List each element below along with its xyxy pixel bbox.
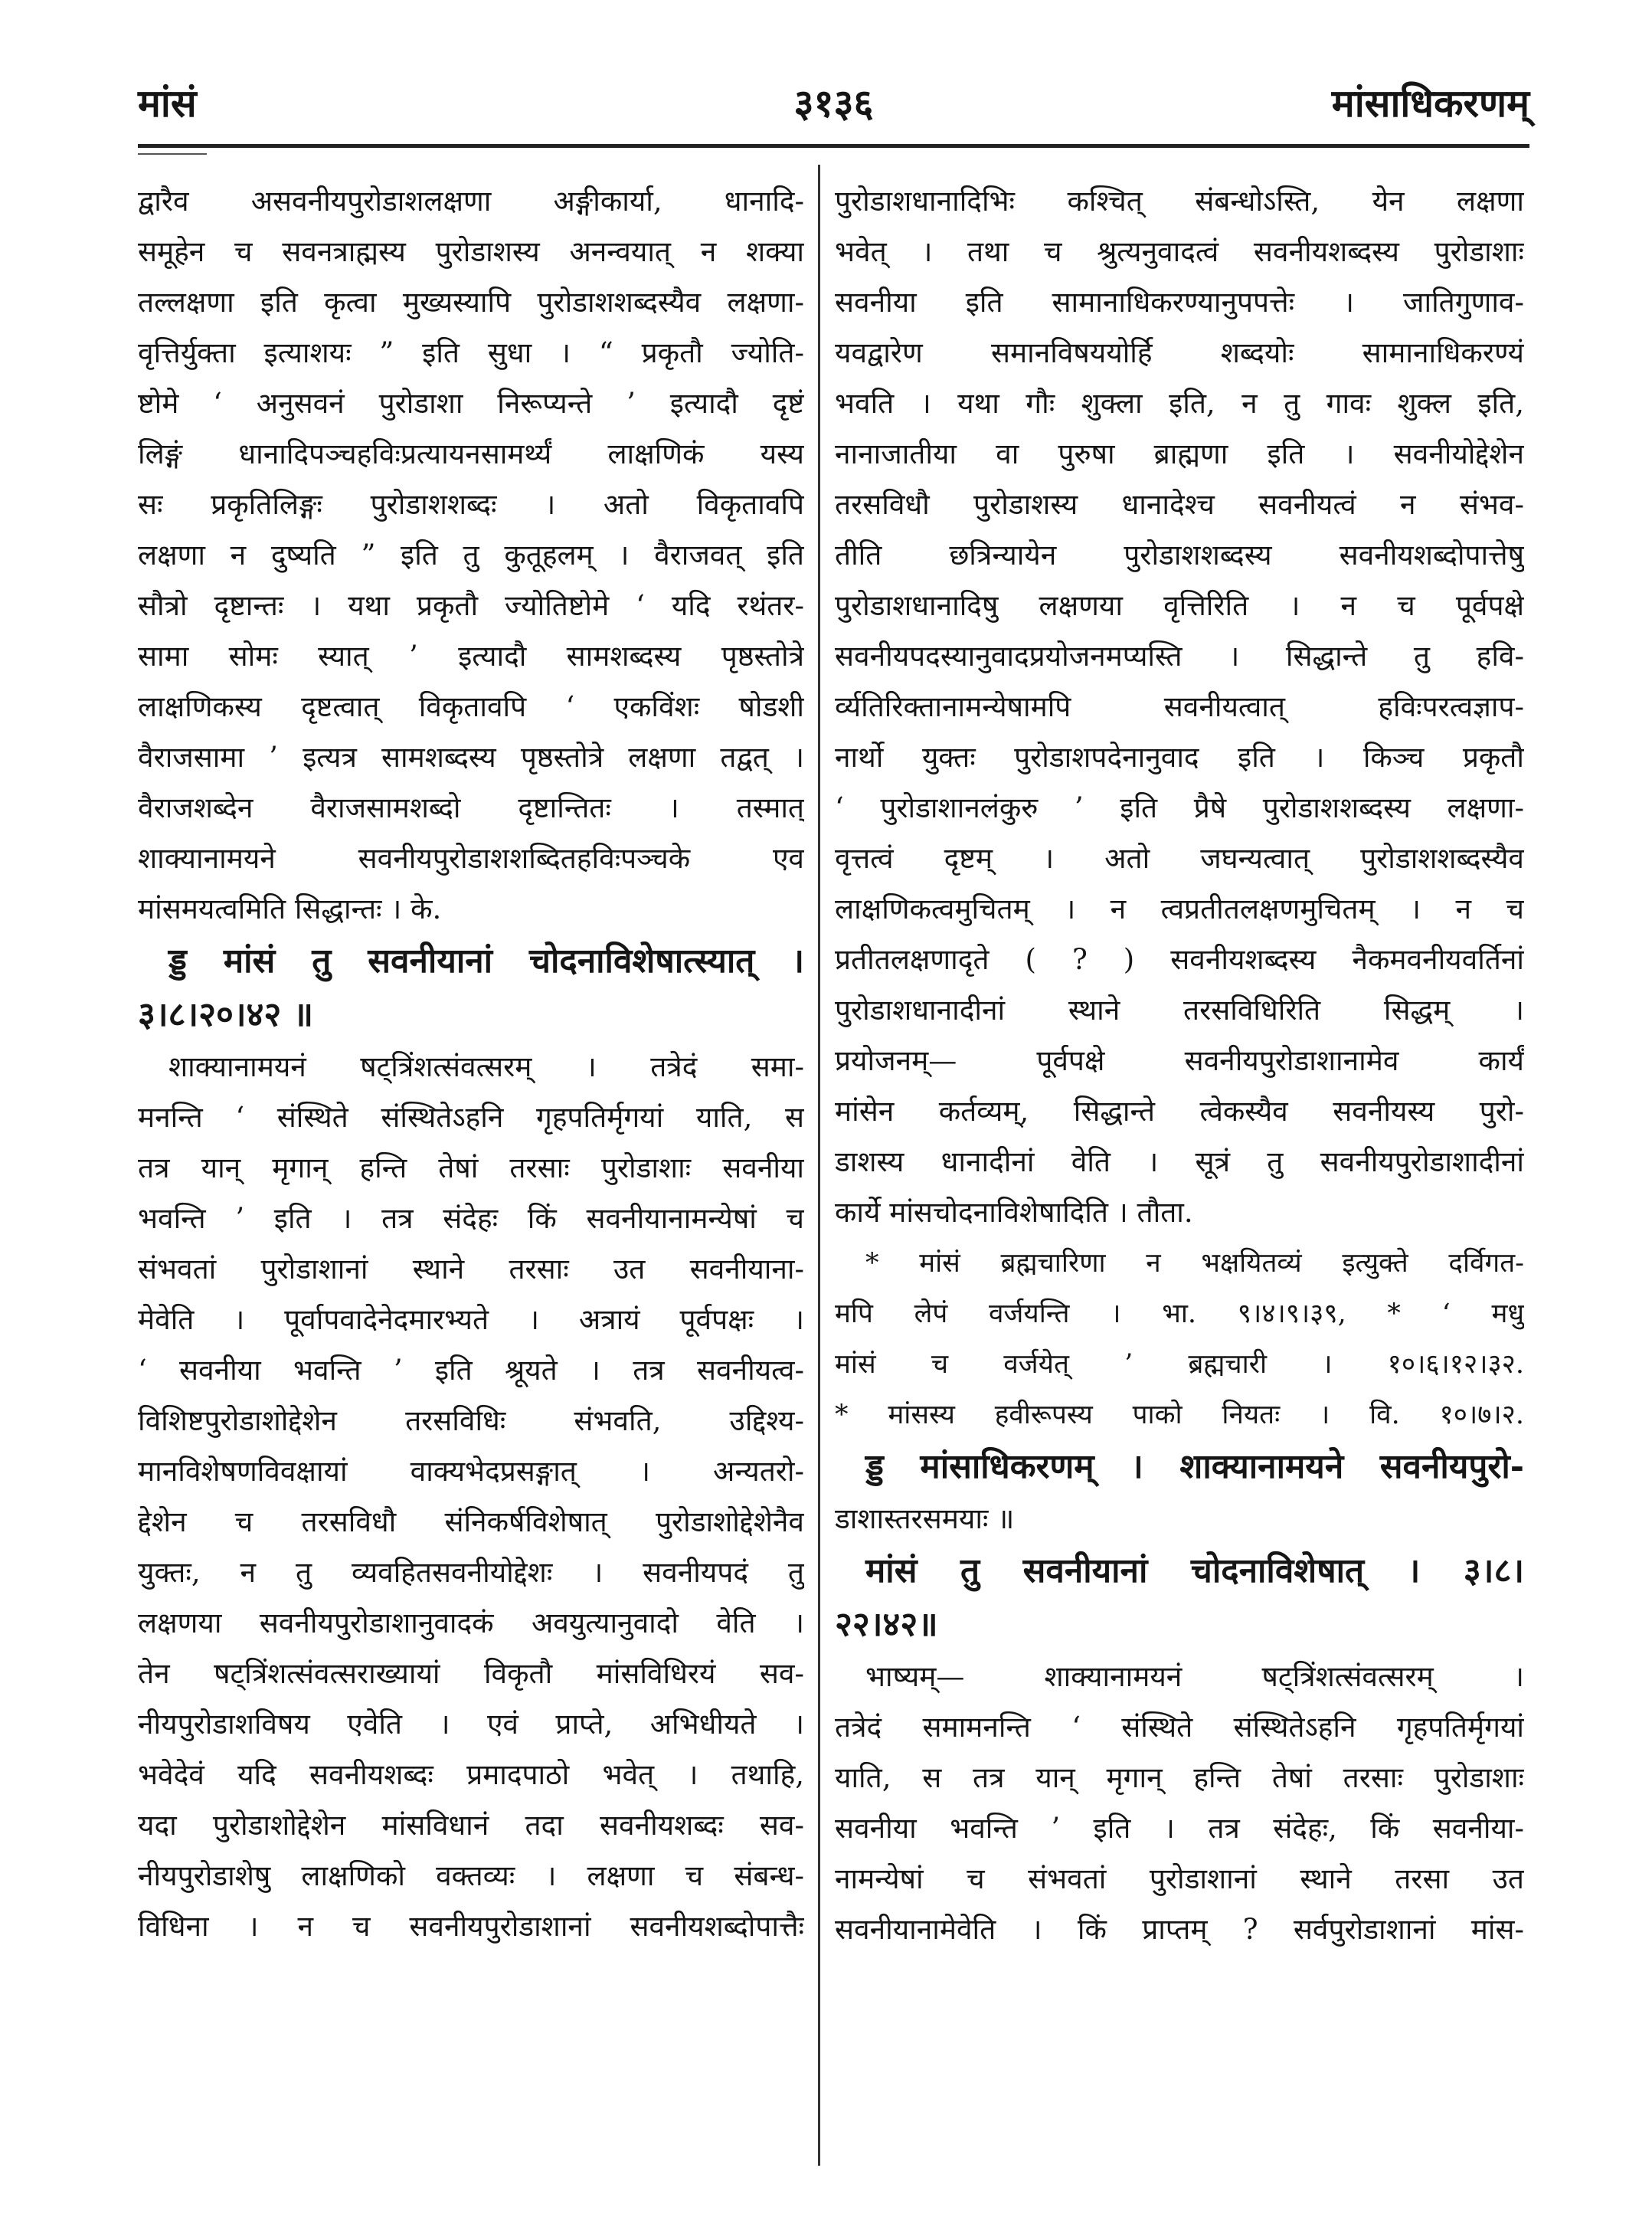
text-line: लक्षणा न दुष्यति ” इति तु कुतूहलम् । वैराजवत् इति [138, 539, 804, 571]
left-column [138, 176, 804, 2166]
text-line: सवनीयानामेवेति । किं प्राप्तम् ? सर्वपुरोडाशानां मांस- [835, 1913, 1524, 1946]
text-line: नामन्येषां च संभवतां पुरोडाशानां स्थाने तरसा उत [835, 1862, 1524, 1895]
text-line: विधिना । न च सवनीयपुरोडाशानां सवनीयशब्दोपात्तैः [138, 1910, 804, 1943]
sutra-heading: ड्ड मांसं तु सवनीयानां चोदनाविशेषात्स्यात् । [168, 942, 804, 981]
text-line: पुरोडाशधानादिषु लक्षणया वृत्तिरिति । न च पूर्वपक्षे [835, 589, 1524, 622]
text-line: सौत्रो दृष्टान्तः । यथा प्रकृतौ ज्योतिष्टोमे ‘ यदि रथंतर- [138, 589, 804, 622]
text-line: तेन षट्त्रिंशत्संवत्सराख्यायां विकृतौ मांसविधिरयं सव- [138, 1657, 804, 1690]
footnote-line: मपि लेपं वर्जयन्ति । भा. ९।४।९।३९, * ‘ मधु [835, 1299, 1524, 1329]
text-line: वृत्तत्वं दृष्टम् । अतो जघन्यत्वात् पुरोडाशशब्दस्यैव [835, 842, 1524, 875]
text-line: द्देशेन च तरसविधौ संनिकर्षविशेषात् पुरोडाशोद्देशेनैव [138, 1505, 804, 1538]
text-line: यवद्वारेण समानविषययोर्हि शब्दयोः सामानाधिकरण्यं [835, 336, 1524, 369]
text-line: ‘ पुरोडाशानलंकुरु ’ इति प्रैषे पुरोडाशशब्दस्य लक्षणा- [835, 791, 1524, 824]
text-line: तीति छत्रिन्यायेन पुरोडाशशब्दस्य सवनीयशब्दोपात्तेषु [835, 539, 1524, 571]
text-line: सः प्रकृतिलिङ्गः पुरोडाशशब्दः । अतो विकृतावपि [138, 488, 804, 521]
page-header [138, 77, 1529, 146]
text-line: भवन्ति ’ इति । तत्र संदेहः किं सवनीयानामन्येषां च [138, 1202, 804, 1235]
text-line: कार्ये मांसचोदनाविशेषादिति । तौता. [835, 1196, 1193, 1229]
text-line: नीयपुरोडाशेषु लाक्षणिको वक्तव्यः । लक्षणा च संबन्ध- [138, 1859, 804, 1892]
text-line: वैराजशब्देन वैराजसामशब्दो दृष्टान्तितः । तस्मात् [138, 791, 804, 824]
text-line: तत्रेदं समामनन्ति ‘ संस्थिते संस्थितेऽहनि गृहपतिर्मृगयां [835, 1711, 1524, 1744]
text-line: नीयपुरोडाशविषय एवेति । एवं प्राप्ते, अभिधीयते । [138, 1708, 804, 1741]
right-column [835, 176, 1524, 2166]
text-line: भवेत् । तथा च श्रुत्यनुवादत्वं सवनीयशब्दस्य पुरोडाशाः [835, 235, 1524, 268]
text-line: नार्थो युक्तः पुरोडाशपदेनानुवाद इति । किञ्च प्रकृतौ [835, 741, 1524, 774]
text-line: पुरोडाशधानादिभिः कश्चित् संबन्धोऽस्ति, येन लक्षणा [835, 185, 1524, 218]
text-line: याति, स तत्र यान् मृगान् हन्ति तेषां तरसाः पुरोडाशाः [835, 1761, 1524, 1794]
footnote-line: * मांसं ब्रह्मचारिणा न भक्षयितव्यं इत्युक्ते दर्विगत- [865, 1248, 1524, 1279]
text-line: वृत्तिर्युक्ता इत्याशयः ” इति सुधा । “ प्रकृतौ ज्योति- [138, 336, 804, 369]
text-line: भाष्यम्— शाक्यानामयनं षट्त्रिंशत्संवत्सरम् । [865, 1660, 1524, 1693]
text-line: वैराजसामा ’ इत्यत्र सामशब्दस्य पृष्ठस्तोत्रे लक्षणा तद्वत् । [138, 741, 804, 774]
text-line: प्रयोजनम्— पूर्वपक्षे सवनीयपुरोडाशानामेव कार्यं [835, 1044, 1524, 1077]
text-line: शाक्यानामयनं षट्त्रिंशत्संवत्सरम् । तत्रेदं समा- [168, 1050, 804, 1083]
adhikarana-heading: ड्ड मांसाधिकरणम् । शाक्यानामयने सवनीयपुरो- [865, 1447, 1524, 1486]
column-divider [818, 165, 820, 2166]
text-line: मांसमयत्वमिति सिद्धान्तः । के. [138, 892, 442, 925]
text-line: भवति । यथा गौः शुक्ला इति, न तु गावः शुक्ल इति, [835, 387, 1524, 420]
footnote-line: * मांसस्य हवीरूपस्य पाको नियतः । वि. १०।७।२. [835, 1400, 1524, 1430]
text-line: तरसविधौ पुरोडाशस्य धानादेश्च सवनीयत्वं न संभव- [835, 488, 1524, 521]
text-line: भवेदेवं यदि सवनीयशब्दः प्रमादपाठो भवेत् । तथाहि, [138, 1758, 804, 1791]
text-line: ष्टोमे ‘ अनुसवनं पुरोडाशा निरूप्यन्ते ’ इत्यादौ दृष्टं [138, 387, 804, 420]
text-line: विशिष्टपुरोडाशोद्देशेन तरसविधिः संभवति, उद्दिश्य- [138, 1404, 804, 1437]
text-line: तल्लक्षणा इति कृत्वा मुख्यस्यापि पुरोडाशशब्दस्यैव लक्षणा- [138, 286, 804, 319]
header-subrule [138, 153, 207, 155]
text-line: द्वारैव असवनीयपुरोडाशलक्षणा अङ्गीकार्या, धानादि- [138, 185, 804, 218]
text-line: डाशास्तरसमयाः ॥ [835, 1502, 1015, 1535]
text-line: मांसेन कर्तव्यम्, सिद्धान्ते त्वेकस्यैव सवनीयस्य पुरो- [835, 1095, 1524, 1128]
text-line: डाशस्य धानादीनां वेति । सूत्रं तु सवनीयपुरोडाशादीनां [835, 1145, 1524, 1178]
text-line: यदा पुरोडाशोद्देशेन मांसविधानं तदा सवनीयशब्दः सव- [138, 1809, 804, 1842]
text-line: सवनीया इति सामानाधिकरण्यानुपपत्तेः । जातिगुणाव- [835, 286, 1524, 319]
text-line: मानविशेषणविवक्षायां वाक्यभेदप्रसङ्गात् । अन्यतरो- [138, 1455, 804, 1488]
header-rule [138, 144, 1529, 148]
page-number: ३१३६ [793, 80, 874, 126]
text-line: लाक्षणिकत्वमुचितम् । न त्वप्रतीतलक्षणमुचितम् । न च [835, 892, 1524, 925]
text-line: शाक्यानामयने सवनीयपुरोडाशशब्दितहविःपञ्चके एव [138, 842, 804, 875]
text-line: लाक्षणिकस्य दृष्टत्वात् विकृतावपि ‘ एकविंशः षोडशी [138, 690, 804, 723]
text-line: सामा सोमः स्यात् ’ इत्यादौ सामशब्दस्य पृष्ठस्तोत्रे [138, 640, 804, 673]
text-line: सवनीया भवन्ति ’ इति । तत्र संदेहः, किं सवनीया- [835, 1812, 1524, 1845]
text-line: नानाजातीया वा पुरुषा ब्राह्मणा इति । सवनीयोद्देशेन [835, 437, 1524, 470]
text-line: लिङ्गं धानादिपञ्चहविःप्रत्यायनसामर्थ्यं लाक्षणिकं यस्य [138, 437, 804, 470]
text-line: समूहेन च सवनत्राह्मस्य पुरोडाशस्य अनन्वयात् न शक्या [138, 235, 804, 268]
text-line: संभवतां पुरोडाशानां स्थाने तरसाः उत सवनीयाना- [138, 1253, 804, 1285]
text-line: मनन्ति ‘ संस्थिते संस्थितेऽहनि गृहपतिर्मृगयां याति, स [138, 1101, 804, 1134]
text-line: तत्र यान् मृगान् हन्ति तेषां तरसाः पुरोडाशाः सवनीया [138, 1151, 804, 1184]
text-line: ‘ सवनीया भवन्ति ’ इति श्रूयते । तत्र सवनीयत्व- [138, 1354, 804, 1387]
text-line: पुरोडाशधानादीनां स्थाने तरसविधिरिति सिद्धम् । [835, 994, 1524, 1027]
text-line: र्व्यतिरिक्तानामन्येषामपि सवनीयत्वात् हविःपरत्वज्ञाप- [835, 690, 1524, 723]
text-line: सवनीयपदस्यानुवादप्रयोजनमप्यस्ति । सिद्धान्ते तु हवि- [835, 640, 1524, 673]
text-line: युक्तः, न तु व्यवहितसवनीयोद्देशः । सवनीयपदं तु [138, 1556, 804, 1589]
header-right-title: मांसाधिकरणम् [1331, 80, 1529, 126]
sutra-number: ३।८।२०।४२ ॥ [138, 995, 313, 1034]
text-line: प्रतीतलक्षणादृते ( ? ) सवनीयशब्दस्य नैकमवनीयवर्तिनां [835, 943, 1524, 976]
sutra-heading: मांसं तु सवनीयानां चोदनाविशेषात् । ३।८। [865, 1551, 1524, 1590]
header-left-word: मांसं [138, 80, 197, 126]
sutra-number: २२।४२॥ [835, 1605, 938, 1644]
text-line: मेवेति । पूर्वापवादेनेदमारभ्यते । अत्रायं पूर्वपक्षः । [138, 1303, 804, 1336]
footnote-line: मांसं च वर्जयेत् ’ ब्रह्मचारी । १०।६।१२।३२. [835, 1349, 1524, 1380]
text-line: लक्षणया सवनीयपुरोडाशानुवादकं अवयुत्यानुवादो वेति । [138, 1606, 804, 1639]
